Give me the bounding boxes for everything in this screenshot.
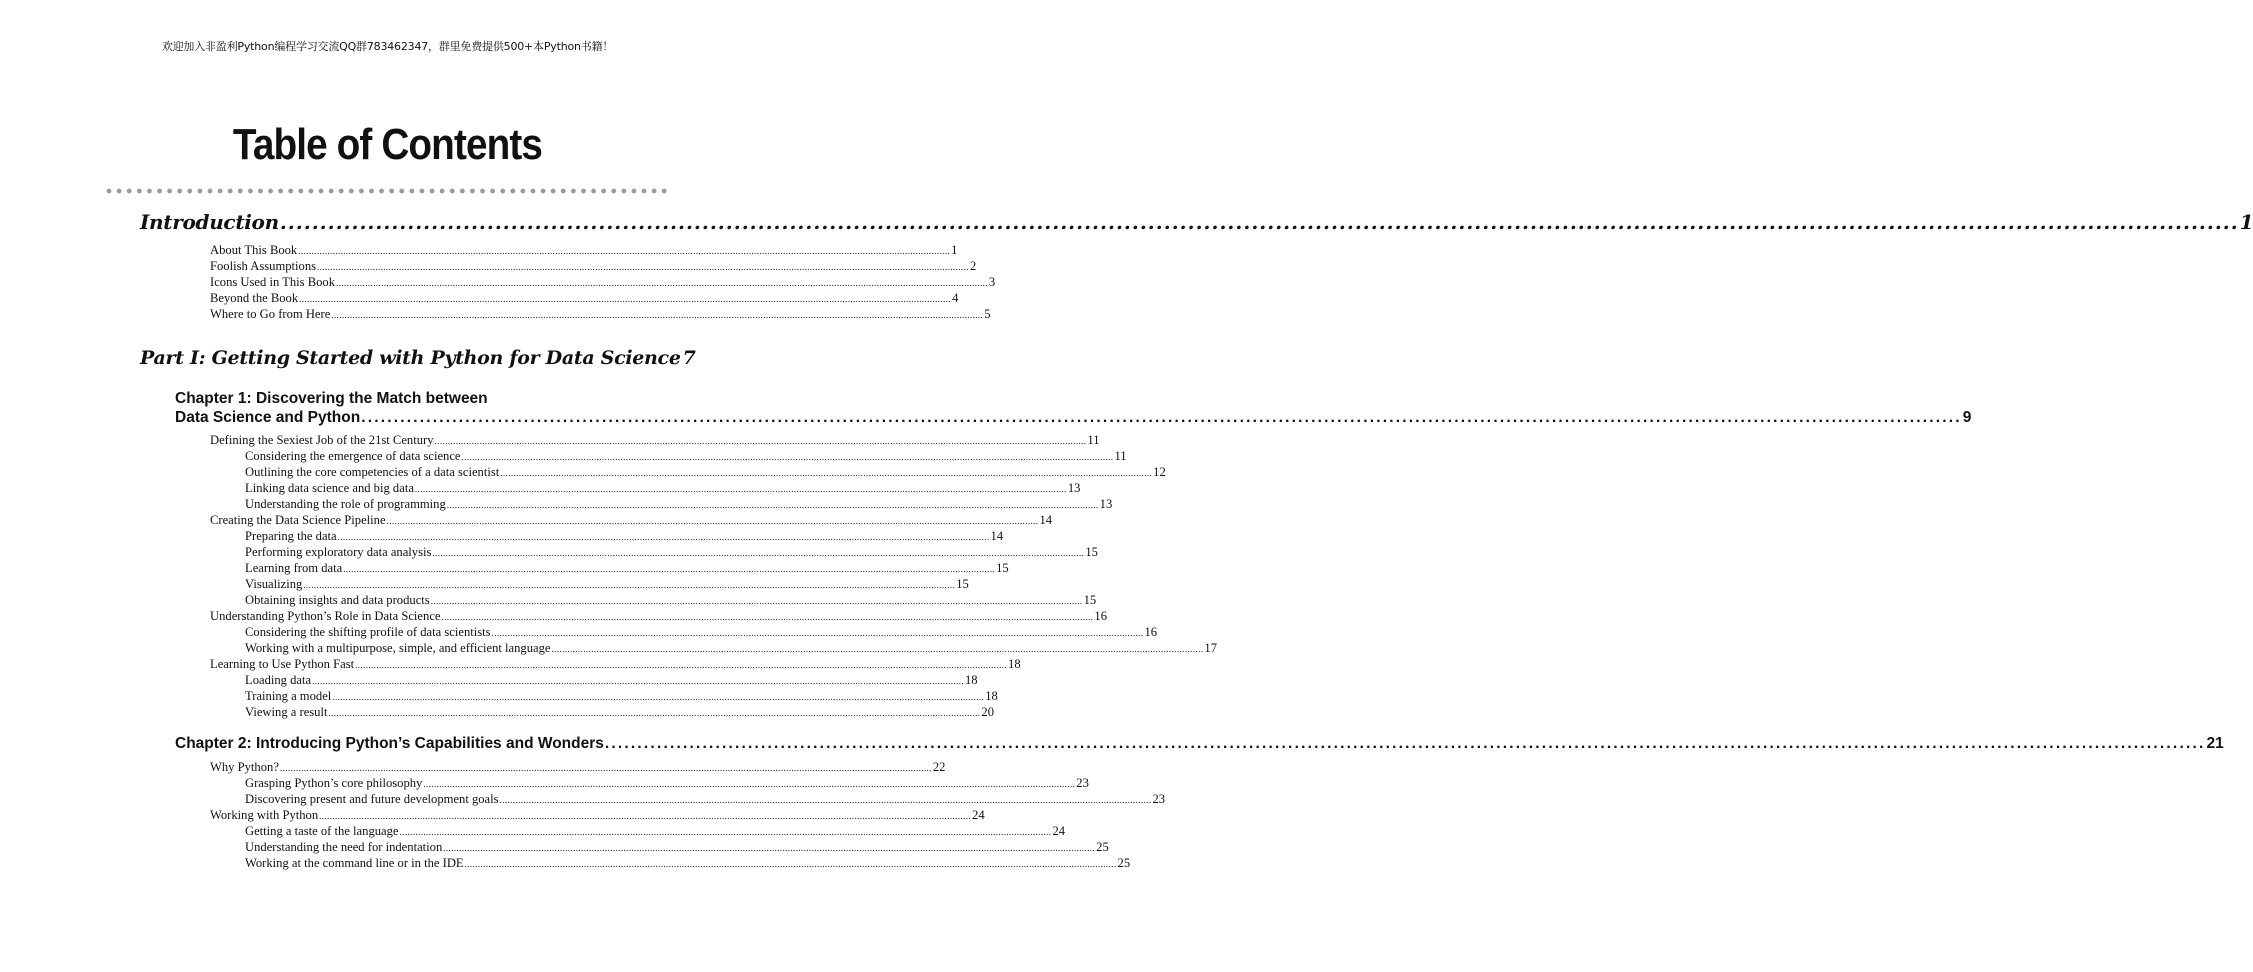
toc-entry-label: Foolish Assumptions xyxy=(210,259,317,273)
dot-leader xyxy=(331,307,983,322)
toc-entry-label: Defining the Sexiest Job of the 21st Century xyxy=(210,433,434,447)
toc-part-label: Introduction xyxy=(140,210,279,234)
toc-entry-label: Understanding Python’s Role in Data Science xyxy=(210,609,441,623)
toc-page-number: 13 xyxy=(1099,497,1113,511)
toc-page-number: 16 xyxy=(1144,625,1158,639)
toc-entry-label: Learning to Use Python Fast xyxy=(210,657,355,671)
toc-entry[interactable] xyxy=(210,657,1021,672)
toc-chapter-1[interactable] xyxy=(175,409,1972,427)
toc-subentry[interactable] xyxy=(245,545,1098,560)
toc-page-number: 14 xyxy=(990,529,1004,543)
toc-entry-label: Loading data xyxy=(245,673,312,687)
toc-entry[interactable] xyxy=(210,243,958,258)
toc-page-number: 24 xyxy=(972,808,985,822)
dot-leader xyxy=(443,840,1095,855)
dot-leader xyxy=(435,433,1087,448)
toc-entry-label: Considering the shifting profile of data scientists xyxy=(245,625,491,639)
toc-entry-label: Outlining the core competencies of a data scientist xyxy=(245,465,500,479)
toc-page-number: 18 xyxy=(1008,657,1021,671)
dot-leader xyxy=(447,497,1099,512)
toc-page-number: 11 xyxy=(1114,449,1127,463)
page-title: Table of Contents xyxy=(232,120,543,169)
toc-chapter-label: Chapter 2: Introducing Python’s Capabilities and Wonders xyxy=(175,735,604,752)
toc-page-number: 18 xyxy=(965,673,978,687)
dot-leader xyxy=(317,259,969,274)
toc-entry[interactable] xyxy=(210,291,959,306)
toc-entry-label: Considering the emergence of data science xyxy=(245,449,461,463)
dotted-divider xyxy=(104,187,670,195)
toc-chapter-1-title-line1[interactable]: Chapter 1: Discovering the Match between xyxy=(175,390,488,407)
toc-chapter-label: Data Science and Python xyxy=(175,409,361,426)
toc-entry-label: Understanding the role of programming xyxy=(245,497,446,511)
dot-leader xyxy=(400,824,1052,839)
dot-leader xyxy=(551,641,1203,656)
dot-leader xyxy=(338,529,990,544)
toc-entry[interactable] xyxy=(210,307,991,322)
toc-entry-label: Obtaining insights and data products xyxy=(245,593,430,607)
dot-leader xyxy=(442,609,1094,624)
toc-entry-label: Linking data science and big data xyxy=(245,481,414,495)
toc-entry-label: Beyond the Book xyxy=(210,291,299,305)
toc-entry-label: Understanding the need for indentation xyxy=(245,840,443,854)
toc-entry[interactable] xyxy=(210,808,985,823)
toc-page-number: 25 xyxy=(1096,840,1109,854)
toc-page-number: 4 xyxy=(952,291,959,305)
toc-page-number: 1 xyxy=(2239,210,2253,234)
toc-subentry[interactable] xyxy=(245,641,1217,656)
toc-subentry[interactable] xyxy=(245,673,978,688)
toc-subentry[interactable] xyxy=(245,465,1166,480)
toc-page-number: 13 xyxy=(1067,481,1081,495)
toc-entry[interactable] xyxy=(210,760,946,775)
toc-entry-label: Why Python? xyxy=(210,760,279,774)
dot-leader xyxy=(303,577,955,592)
toc-page-number: 21 xyxy=(2206,735,2224,752)
header-banner: 欢迎加入非盈利Python编程学习交流QQ群783462347，群里免费提供500+本Python书籍！ xyxy=(161,40,614,53)
toc-entry-label: Working with a multipurpose, simple, and efficient language xyxy=(245,641,551,655)
dot-leader xyxy=(387,513,1039,528)
toc-page-number: 1 xyxy=(951,243,958,257)
toc-part-label: Part I: Getting Started with Python for Data Science xyxy=(140,347,681,369)
toc-subentry[interactable] xyxy=(245,481,1081,496)
toc-entry-label: Working with Python xyxy=(210,808,319,822)
toc-page-number: 7 xyxy=(682,347,696,369)
dot-leader xyxy=(605,735,2206,753)
toc-subentry[interactable] xyxy=(245,840,1109,855)
toc-subentry[interactable] xyxy=(245,497,1113,512)
dot-leader xyxy=(462,449,1114,464)
dot-leader xyxy=(319,808,971,823)
dot-leader xyxy=(343,561,995,576)
toc-entry[interactable] xyxy=(210,609,1107,624)
dot-leader xyxy=(332,689,984,704)
dot-leader xyxy=(465,856,1117,871)
toc-page-number: 2 xyxy=(969,259,977,273)
toc-page-number: 22 xyxy=(932,760,946,774)
toc-page-number: 15 xyxy=(956,577,969,591)
toc-entry-label: Preparing the data xyxy=(245,529,337,543)
dot-leader xyxy=(361,409,1962,427)
toc-subentry[interactable] xyxy=(245,856,1131,871)
toc-part-introduction[interactable] xyxy=(140,210,2253,234)
toc-entry[interactable] xyxy=(210,259,977,274)
dot-leader xyxy=(280,210,2239,234)
toc-entry-label: Working at the command line or in the IDE xyxy=(245,856,464,870)
toc-page-number: 18 xyxy=(985,689,998,703)
toc-subentry[interactable] xyxy=(245,689,998,704)
toc-subentry[interactable] xyxy=(245,561,1009,576)
dot-leader xyxy=(492,625,1144,640)
toc-subentry[interactable] xyxy=(245,577,969,592)
dot-leader xyxy=(299,291,951,306)
toc-part-1[interactable] xyxy=(140,347,696,369)
dot-leader xyxy=(298,243,950,258)
toc-page-number: 12 xyxy=(1153,465,1166,479)
toc-entry[interactable] xyxy=(210,513,1053,528)
toc-page-number: 20 xyxy=(981,705,994,719)
toc-page-number: 14 xyxy=(1039,513,1053,527)
toc-subentry[interactable] xyxy=(245,705,994,720)
dot-leader xyxy=(423,776,1075,791)
toc-subentry[interactable] xyxy=(245,449,1127,464)
toc-entry[interactable] xyxy=(210,433,1100,448)
toc-entry[interactable] xyxy=(210,275,996,290)
toc-page-number: 3 xyxy=(988,275,996,289)
dot-leader xyxy=(280,760,932,775)
toc-page-number: 16 xyxy=(1094,609,1107,623)
toc-chapter-2[interactable] xyxy=(175,735,2224,753)
toc-page-number: 17 xyxy=(1204,641,1217,655)
toc-subentry[interactable] xyxy=(245,593,1097,608)
toc-subentry[interactable] xyxy=(245,792,1166,807)
dot-leader xyxy=(432,545,1084,560)
toc-entry-label: Getting a taste of the language xyxy=(245,824,399,838)
toc-page-number: 15 xyxy=(1085,545,1098,559)
toc-page-number: 5 xyxy=(984,307,991,321)
dot-leader xyxy=(355,657,1007,672)
toc-entry-label: Performing exploratory data analysis xyxy=(245,545,432,559)
toc-page-number: 23 xyxy=(1152,792,1166,806)
toc-subentry[interactable] xyxy=(245,824,1066,839)
toc-subentry[interactable] xyxy=(245,625,1158,640)
toc-page-number: 9 xyxy=(1962,409,1972,426)
dot-leader xyxy=(500,465,1152,480)
toc-page-number: 24 xyxy=(1052,824,1066,838)
toc-entry-label: Grasping Python’s core philosophy xyxy=(245,776,423,790)
dot-leader xyxy=(312,673,964,688)
toc-page-number: 23 xyxy=(1076,776,1089,790)
toc-entry-label: Creating the Data Science Pipeline xyxy=(210,513,386,527)
toc-page-number: 25 xyxy=(1117,856,1131,870)
toc-page-number: 15 xyxy=(1083,593,1097,607)
toc-page-number: 15 xyxy=(996,561,1009,575)
dot-leader xyxy=(415,481,1067,496)
dot-leader xyxy=(328,705,980,720)
toc-entry-label: Learning from data xyxy=(245,561,343,575)
toc-entry-label: Where to Go from Here xyxy=(210,307,331,321)
toc-entry-label: About This Book xyxy=(210,243,298,257)
dot-leader xyxy=(431,593,1083,608)
toc-entry-label: Discovering present and future development goals xyxy=(245,792,499,806)
toc-subentry[interactable] xyxy=(245,776,1089,791)
toc-subentry[interactable] xyxy=(245,529,1004,544)
toc-entry-label: Visualizing xyxy=(245,577,303,591)
dot-leader xyxy=(336,275,988,290)
toc-entry-label: Icons Used in This Book xyxy=(210,275,336,289)
toc-page-number: 11 xyxy=(1087,433,1100,447)
toc-entry-label: Training a model xyxy=(245,689,332,703)
toc-entry-label: Viewing a result xyxy=(245,705,328,719)
dot-leader xyxy=(500,792,1152,807)
